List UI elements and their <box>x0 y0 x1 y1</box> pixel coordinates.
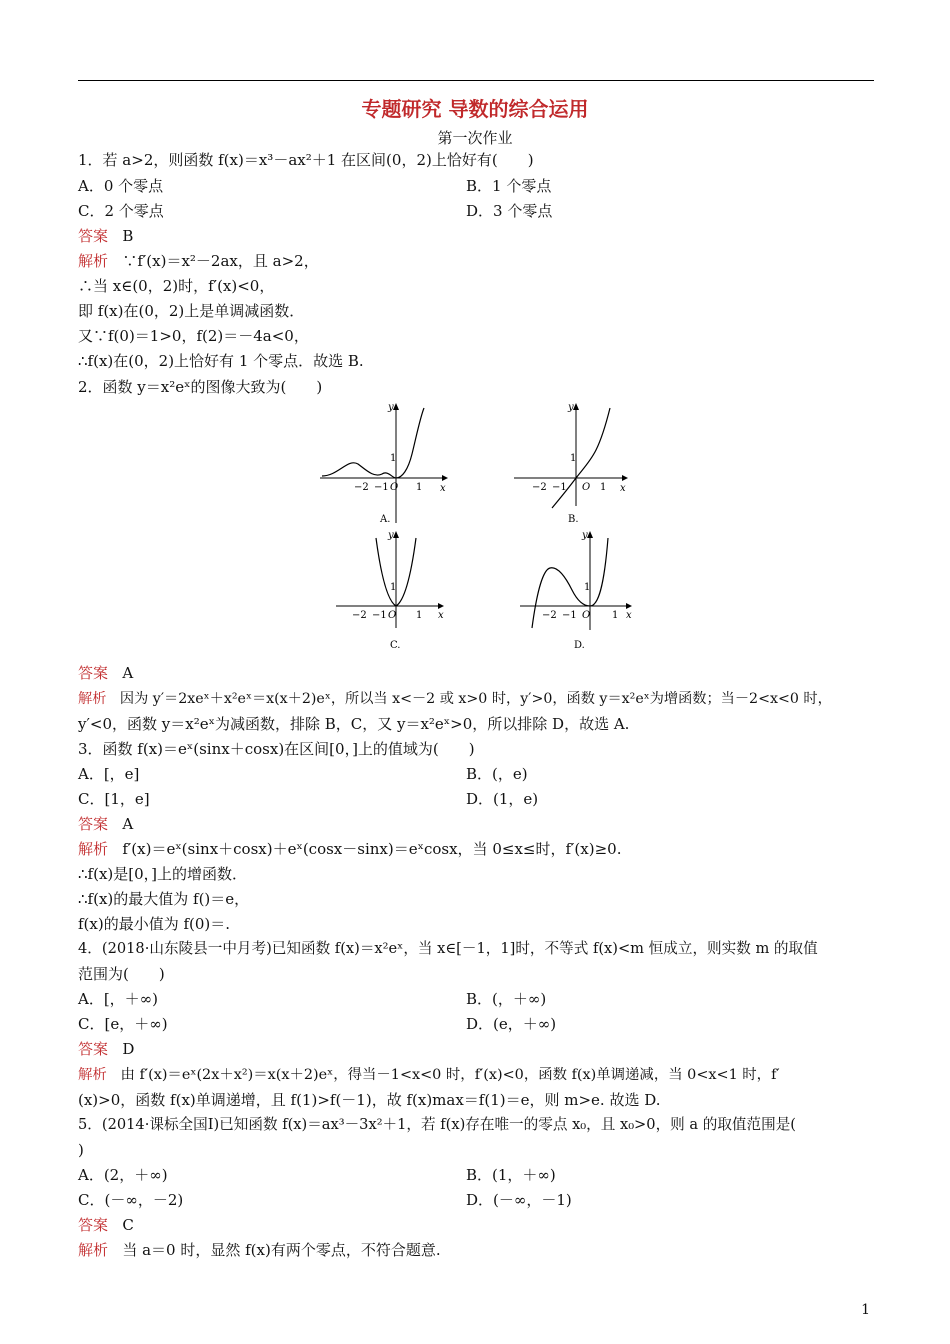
q5-stem: 5．(2014·课标全国Ⅰ)已知函数 f(x)＝ax³－3x²＋1，若 f(x)存在唯一的零点 x₀，且 x₀>0，则 a 的取值范围是( <box>78 1116 796 1133</box>
graph-a-x-tick: −2 <box>354 482 369 493</box>
explanation-text: ∵f′(x)＝x²－2ax，且 a>2， <box>122 252 319 270</box>
graph-c-x-tick: −1 <box>372 610 387 621</box>
graph-d-y-label: y <box>582 530 588 541</box>
graph-b-x-tick: −2 <box>532 482 547 493</box>
graph-d-x-label: x <box>626 610 632 621</box>
graph-b-x-tick: 1 <box>600 482 607 493</box>
answer-value: C <box>122 1216 134 1234</box>
q5-explanation-line <box>78 1240 441 1260</box>
q5-option-b: B．(1，＋∞) <box>466 1166 556 1184</box>
q4-option-d: D．(e，＋∞) <box>466 1015 557 1033</box>
q5-option-a: A．(2，＋∞) <box>78 1166 168 1184</box>
answer-tag: 答案 <box>78 815 109 833</box>
explanation-tag: 解析 <box>78 840 109 858</box>
q3-stem: 3．函数 f(x)＝eˣ(sinx＋cosx)在区间[0，]上的值域为( ) <box>78 740 475 758</box>
q3-option-a: A．[，e] <box>78 765 140 783</box>
answer-value: A <box>122 815 134 833</box>
q4-stem-cont: 范围为( ) <box>78 965 165 983</box>
explanation-tag: 解析 <box>78 1241 109 1259</box>
graph-c <box>334 528 454 658</box>
q5-option-c: C．(－∞，－2) <box>78 1191 184 1209</box>
header-rule <box>78 80 874 81</box>
q3-explanation-line <box>78 839 621 859</box>
q5-answer <box>78 1215 134 1235</box>
q3-option-d: D．(1，e) <box>466 790 539 808</box>
answer-tag: 答案 <box>78 227 109 245</box>
graph-b-origin: O <box>582 482 591 493</box>
q3-option-c: C．[1，e] <box>78 790 150 808</box>
q5-option-d: D．(－∞，－1) <box>466 1191 572 1209</box>
q2-explanation-line: y′<0，函数 y＝x²eˣ为减函数，排除 B，C，又 y＝x²eˣ>0，所以排除 D，故选 A. <box>78 715 630 733</box>
q3-answer <box>78 814 133 834</box>
q1-explanation-line: ∴f(x)在(0，2)上恰好有 1 个零点．故选 B. <box>78 352 364 370</box>
explanation-text: 当 a＝0 时，显然 f(x)有两个零点，不符合题意. <box>122 1241 441 1259</box>
explanation-tag: 解析 <box>78 691 107 707</box>
graph-d-origin: O <box>582 610 591 621</box>
graph-d-x-tick: 1 <box>612 610 619 621</box>
q4-explanation-line <box>78 1065 780 1085</box>
graph-c-origin: O <box>388 610 397 621</box>
graph-d-x-tick: −1 <box>562 610 577 621</box>
page-subtitle: 第一次作业 <box>437 129 513 147</box>
q3-explanation-line: ∴f(x)的最大值为 f()＝e， <box>78 890 250 908</box>
page-number: 1 <box>861 1302 870 1318</box>
q4-stem: 4．(2018·山东陵县一中月考)已知函数 f(x)＝x²eˣ，当 x∈[－1，1]时，不等式 f(x)<m 恒成立，则实数 m 的取值 <box>78 940 818 957</box>
q1-answer <box>78 226 133 246</box>
q1-explanation-line: ∴当 x∈(0，2)时，f′(x)<0， <box>78 277 275 295</box>
q1-explanation-line <box>78 251 319 271</box>
answer-tag: 答案 <box>78 664 109 682</box>
page-title: 专题研究 导数的综合运用 <box>361 97 589 121</box>
q4-option-a: A．[，＋∞) <box>78 990 159 1008</box>
graph-b-x-label: x <box>620 483 626 494</box>
answer-value: D <box>122 1040 135 1058</box>
q1-explanation-line: 即 f(x)在(0，2)上是单调减函数． <box>78 302 305 320</box>
answer-tag: 答案 <box>78 1216 109 1234</box>
explanation-tag: 解析 <box>78 252 109 270</box>
q1-option-c: C．2 个零点 <box>78 202 164 220</box>
explanation-text: f′(x)＝eˣ(sinx＋cosx)＋eˣ(cosx－sinx)＝eˣcosx，当 0≤x≤时，f′(x)≥0. <box>122 840 622 858</box>
q4-answer <box>78 1039 134 1059</box>
q3-explanation-line: ∴f(x)是[0，]上的增函数． <box>78 865 248 883</box>
graph-a-x-tick: −1 <box>374 482 389 493</box>
graph-a-y-tick: 1 <box>390 453 397 464</box>
q1-explanation-line: 又∵f(0)＝1>0，f(2)＝－4a<0， <box>78 327 309 345</box>
graph-c-y-label: y <box>388 530 394 541</box>
answer-tag: 答案 <box>78 1040 109 1058</box>
q5-stem-cont: ) <box>78 1141 84 1159</box>
answer-value: B <box>122 227 134 245</box>
explanation-text: 因为 y′＝2xeˣ＋x²eˣ＝x(x＋2)eˣ，所以当 x<－2 或 x>0 时，y′>0，函数 y＝x²eˣ为增函数；当－2<x<0 时， <box>119 691 832 707</box>
answer-value: A <box>122 664 134 682</box>
q4-option-c: C．[e，＋∞) <box>78 1015 168 1033</box>
q1-stem: 1．若 a>2，则函数 f(x)＝x³－ax²＋1 在区间(0，2)上恰好有( ) <box>78 151 534 169</box>
graph-b-y-label: y <box>568 402 574 413</box>
q1-option-d: D．3 个零点 <box>466 202 553 220</box>
graph-c-x-tick: 1 <box>416 610 423 621</box>
graph-d-y-tick: 1 <box>584 582 591 593</box>
graph-b-x-tick: −1 <box>552 482 567 493</box>
q2-explanation-line <box>78 689 832 709</box>
graph-d-label: D. <box>574 640 585 651</box>
graph-a-x-label: x <box>440 483 446 494</box>
q4-explanation-line: (x)>0，函数 f(x)单调递增，且 f(1)>f(－1)，故 f(x)max＝f(1)＝e，则 m>e. 故选 D. <box>78 1091 661 1109</box>
graph-c-x-tick: −2 <box>352 610 367 621</box>
graph-c-y-tick: 1 <box>390 582 397 593</box>
q2-answer <box>78 663 133 683</box>
q1-option-a: A．0 个零点 <box>78 177 164 195</box>
graph-a-y-label: y <box>388 402 394 413</box>
graph-b-y-tick: 1 <box>570 453 577 464</box>
graph-c-label: C. <box>390 640 401 651</box>
q1-option-b: B．1 个零点 <box>466 177 552 195</box>
q3-explanation-line: f(x)的最小值为 f(0)＝. <box>78 915 231 933</box>
graph-a-x-tick: 1 <box>416 482 423 493</box>
graph-a-label: A. <box>380 514 391 525</box>
graph-d-x-tick: −2 <box>542 610 557 621</box>
q2-stem: 2．函数 y＝x²eˣ的图像大致为( ) <box>78 378 323 396</box>
graph-b-label: B. <box>568 514 579 525</box>
graph-a <box>318 398 453 528</box>
graph-a-origin: O <box>390 482 399 493</box>
graph-b <box>512 398 647 528</box>
explanation-tag: 解析 <box>78 1067 107 1083</box>
graph-c-x-label: x <box>438 610 444 621</box>
graph-d <box>518 528 643 658</box>
q4-option-b: B．(，＋∞) <box>466 990 547 1008</box>
q3-option-b: B．(，e) <box>466 765 528 783</box>
explanation-text: 由 f′(x)＝eˣ(2x＋x²)＝x(x＋2)eˣ，得当－1<x<0 时，f′(x)<0，函数 f(x)单调递减，当 0<x<1 时，f′ <box>120 1067 780 1083</box>
